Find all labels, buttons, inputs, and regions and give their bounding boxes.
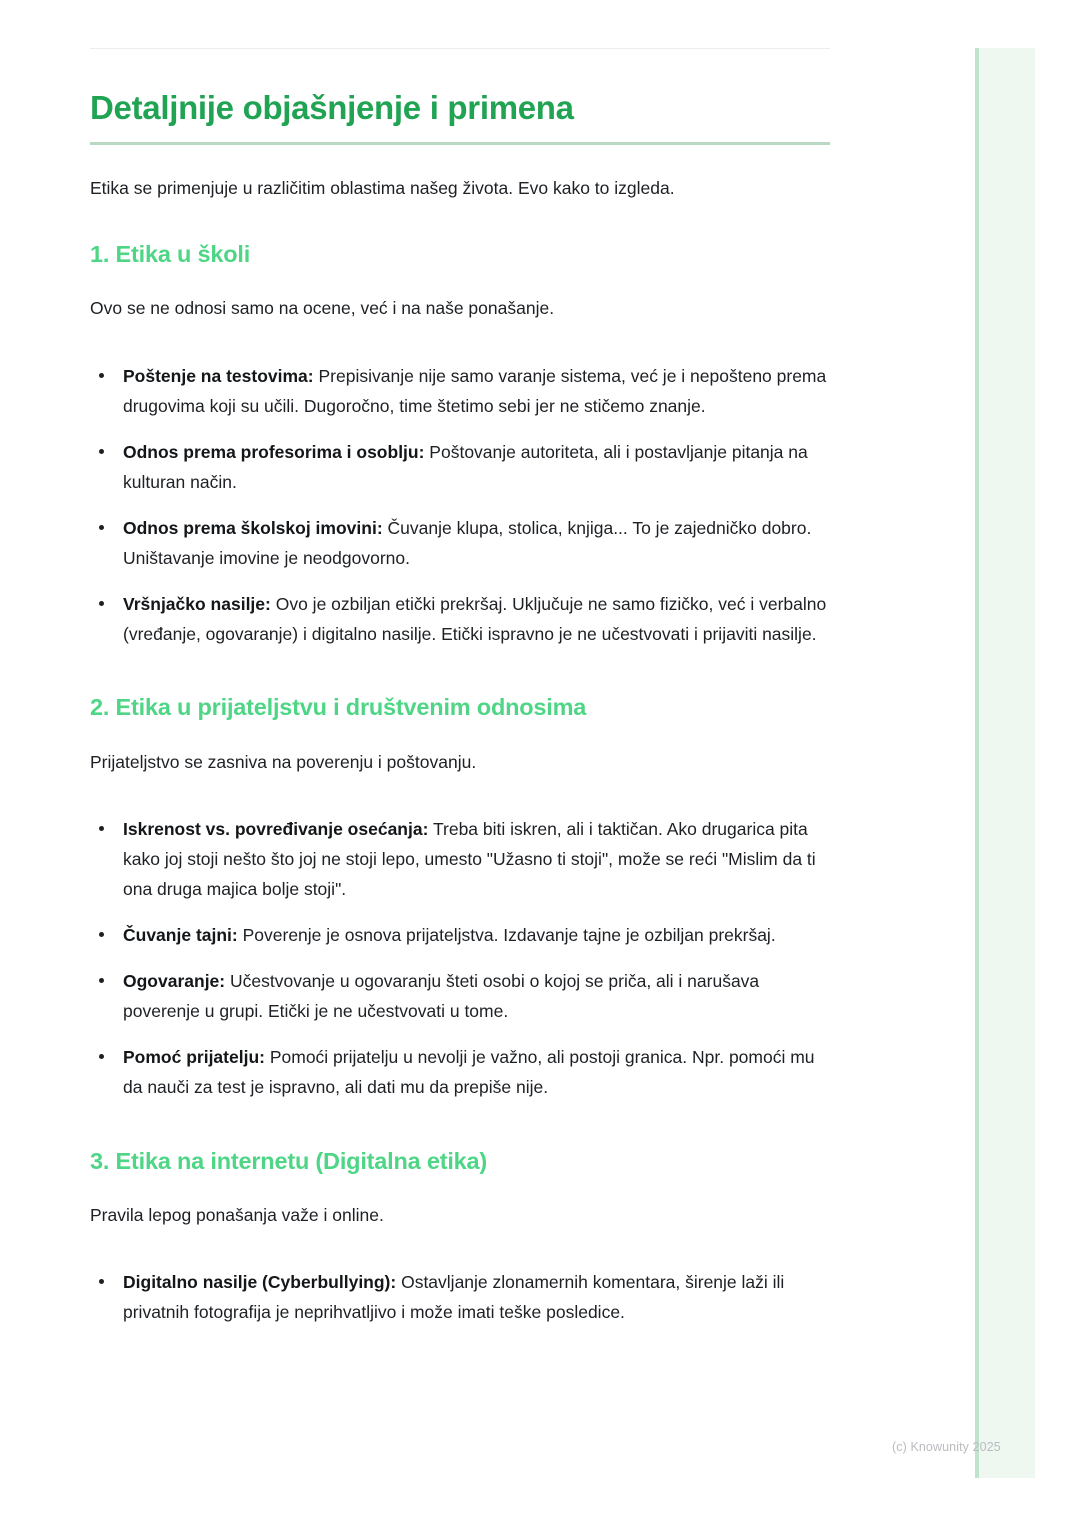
section-1-bullet-list xyxy=(90,361,830,650)
list-item xyxy=(90,361,830,421)
copyright-watermark: (c) Knowunity 2025 xyxy=(892,1440,1001,1454)
section-1-lead: Ovo se ne odnosi samo na ocene, već i na naše ponašanje. xyxy=(90,298,555,319)
list-item-term: Ogovaranje: xyxy=(123,971,226,992)
bullet-dot-icon xyxy=(99,1279,104,1284)
list-item-text: Treba biti iskren, ali i taktičan. Ako drugarica pita kako joj stoji nešto što joj ne stoji lepo, umesto "Užasno ti stoji", može se reći "Mislim da ti ona druga majica bolje stoji". xyxy=(123,818,816,899)
bullet-dot-icon xyxy=(99,1054,104,1059)
section-3-lead: Pravila lepog ponašanja važe i online. xyxy=(90,1204,384,1225)
section-2-bullet-list xyxy=(90,814,830,1103)
top-divider xyxy=(90,48,830,49)
bullet-dot-icon xyxy=(99,373,104,378)
list-item-term: Čuvanje tajni: xyxy=(123,925,238,946)
list-item xyxy=(90,920,830,950)
list-item-term: Poštenje na testovima: xyxy=(123,365,314,386)
list-item xyxy=(90,814,830,904)
list-item xyxy=(90,437,830,497)
list-item-text: Poverenje je osnova prijateljstva. Izdavanje tajne je ozbiljan prekršaj. xyxy=(237,925,776,946)
list-item-text: Prepisivanje nije samo varanje sistema, već je i nepošteno prema drugovima koji su učili. Dugoročno, time štetimo sebi jer ne stičemo znanje. xyxy=(123,365,827,416)
bullet-dot-icon xyxy=(99,932,104,937)
title-underline-rule xyxy=(90,142,830,145)
decorative-side-strip xyxy=(975,48,1035,1478)
list-item xyxy=(90,1267,830,1327)
section-1 xyxy=(90,240,830,649)
list-item-text: Ovo je ozbiljan etički prekršaj. Uključuje ne samo fizičko, već i verbalno (vređanje, ogovaranje) i digitalno nasilje. Etički ispravno je ne učestvovati i prijaviti nasilje. xyxy=(123,594,827,645)
section-3-bullet-list xyxy=(90,1267,830,1327)
bullet-dot-icon xyxy=(99,978,104,983)
list-item-term: Iskrenost vs. povređivanje osećanja: xyxy=(123,818,429,839)
bullet-dot-icon xyxy=(99,601,104,606)
section-1-heading: 1. Etika u školi xyxy=(90,241,251,268)
list-item-text: Učestvovanje u ogovaranju šteti osobi o kojoj se priča, ali i narušava poverenje u grupi. Etički je ne učestvovati u tome. xyxy=(123,971,760,1022)
list-item-term: Odnos prema profesorima i osoblju: xyxy=(123,441,425,462)
section-3-heading: 3. Etika na internetu (Digitalna etika) xyxy=(90,1147,488,1174)
intro-paragraph: Etika se primenjuje u različitim oblastima našeg života. Evo kako to izgleda. xyxy=(90,177,675,198)
list-item-text: Čuvanje klupa, stolica, knjiga... To je zajedničko dobro. Uništavanje imovine je neodgovorno. xyxy=(123,517,812,569)
list-item-text: Ostavljanje zlonamernih komentara, širenje laži ili privatnih fotografija je neprihvatljivo i može imati teške posledice. xyxy=(123,1272,785,1323)
bullet-dot-icon xyxy=(99,525,104,530)
list-item-text: Poštovanje autoriteta, ali i postavljanje pitanja na kulturan način. xyxy=(123,441,808,492)
section-2 xyxy=(90,693,830,1102)
list-item-term: Digitalno nasilje (Cyberbullying): xyxy=(123,1272,397,1293)
list-item xyxy=(90,589,830,649)
list-item-term: Pomoć prijatelju: xyxy=(123,1047,265,1068)
list-item-text: Pomoći prijatelju u nevolji je važno, ali postoji granica. Npr. pomoći mu da nauči za test je ispravno, ali dati mu da prepiše nije. xyxy=(123,1047,815,1098)
list-item xyxy=(90,1042,830,1102)
section-2-lead: Prijateljstvo se zasniva na poverenju i poštovanju. xyxy=(90,751,477,772)
bullet-dot-icon xyxy=(99,449,104,454)
section-3 xyxy=(90,1147,830,1328)
list-item xyxy=(90,513,830,573)
list-item-term: Vršnjačko nasilje: xyxy=(123,594,271,615)
section-2-heading: 2. Etika u prijateljstvu i društvenim odnosima xyxy=(90,694,587,721)
bullet-dot-icon xyxy=(99,826,104,831)
list-item-term: Odnos prema školskoj imovini: xyxy=(123,517,383,538)
list-item xyxy=(90,966,830,1026)
page-title: Detaljnije objašnjenje i primena xyxy=(90,89,574,126)
